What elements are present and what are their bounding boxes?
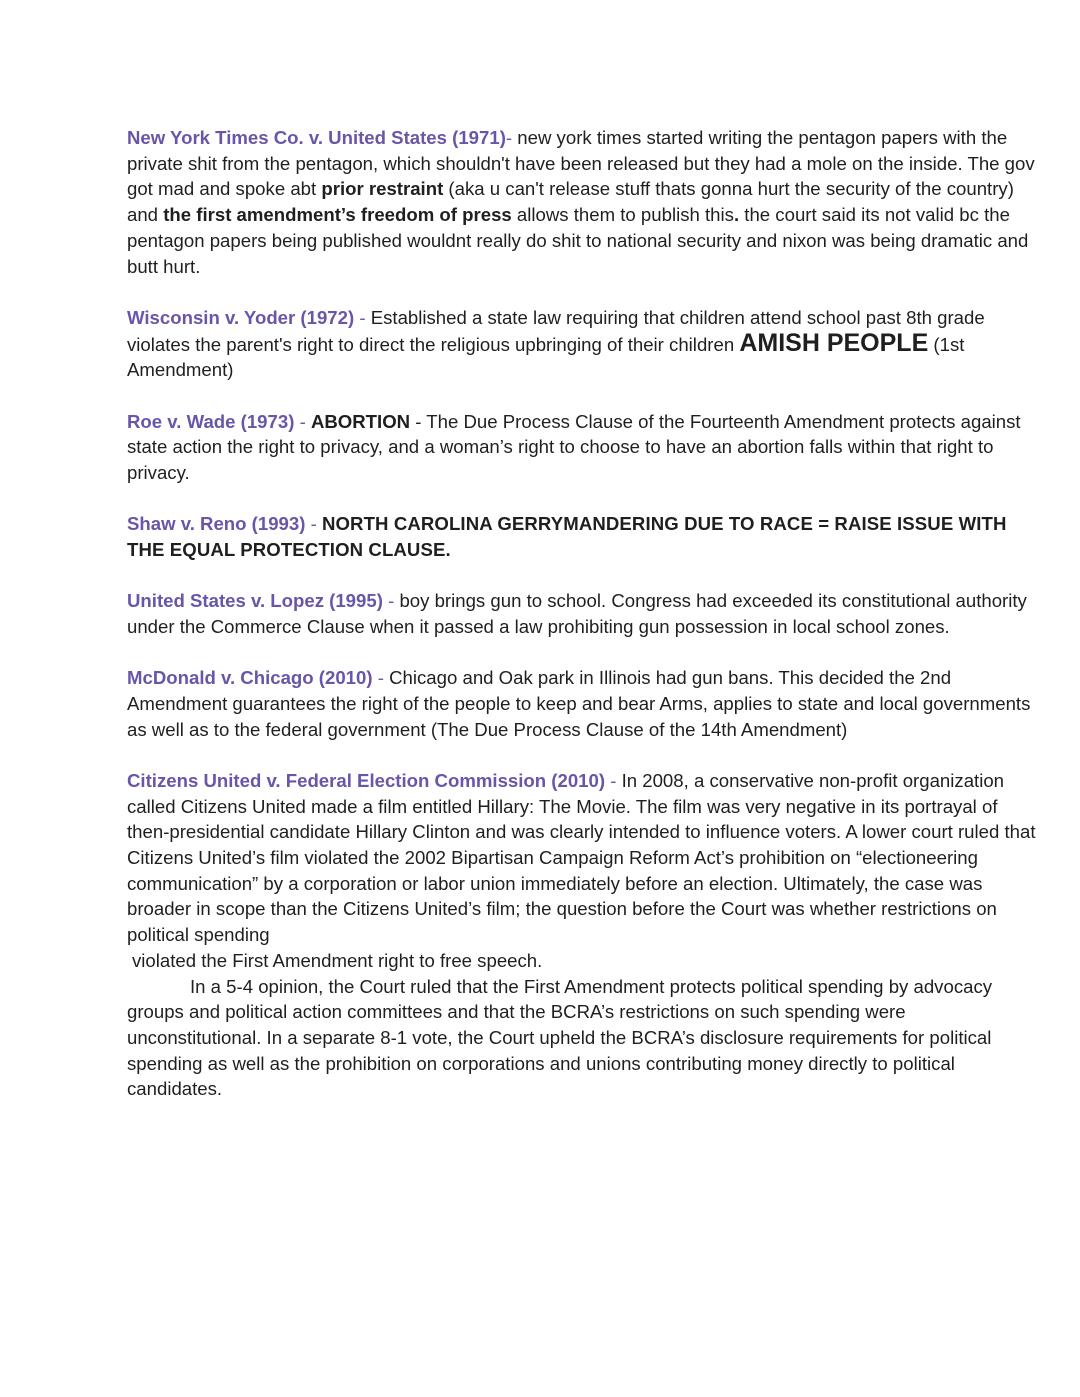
case-text: (aka u can't release stuff thats gonna hurt the security of the country) and (127, 178, 1014, 226)
case-entry-roe (127, 409, 1042, 486)
separator: - (294, 410, 311, 432)
case-text: allows them to publish this (511, 204, 734, 226)
key-term: NORTH CAROLINA GERRYMANDERING DUE TO RACE = RAISE ISSUE WITH THE EQUAL PROTECTION CLAUSE. (127, 513, 1007, 560)
key-term: ABORTION (310, 410, 411, 432)
separator: - (354, 306, 371, 328)
separator: - (372, 667, 390, 689)
separator: - (605, 769, 622, 791)
case-text: new york times (512, 127, 642, 148)
case-text: violated the First Amendment right to free speech. (132, 949, 543, 971)
case-title: New York Times Co. v. United States (1971) (127, 127, 506, 148)
key-term: . (733, 204, 740, 226)
case-text: (1st Amendment) (127, 333, 965, 381)
separator: - (505, 127, 513, 148)
case-title: McDonald v. Chicago (2010) (127, 667, 373, 689)
case-notes (127, 125, 1042, 1128)
case-entry-citizens (127, 768, 1042, 1102)
case-text: Established a state law requiring that children attend school past 8th grade violates the parent's right to direct the religious upbringing of their children (127, 306, 985, 355)
case-text: boy brings gun to school. Congress had exceeded its constitutional authority under the Commerce Clause when it passed a law prohibiting gun possession in local school zones. (127, 590, 1027, 637)
case-entry-lopez (127, 588, 1042, 639)
case-text: Chicago and Oak park in Illinois had gun bans. This decided the 2nd Amendment guarantees the right of the people to keep and bear Arms, applies to state and local governments as well as to the federal government (The Due Process Clause of the 14th Amendment) (127, 667, 1031, 740)
case-ruling-paragraph: In a 5-4 opinion, the Court ruled that the First Amendment protects political spending by advocacy groups and political action committees and that the BCRA’s restrictions on such spending were unconstitutional. In a separate 8-1 vote, the Court upheld the BCRA’s disclosure requirements for political spending as well as the prohibition on corporations and unions contributing money directly to political candidates. (127, 975, 993, 1100)
case-text: the court said its not valid bc the pentagon papers being published wouldnt really do shit to national security and nixon was being dramatic and butt hurt. (127, 204, 1029, 277)
case-entry-yoder (127, 305, 1042, 383)
separator: - (305, 513, 322, 535)
case-text: started writing the pentagon papers with the private shit from the pentagon, which shouldn't have been released but they had a mole on the inside. The gov got mad and spoke abt (127, 127, 1035, 200)
case-title: Roe v. Wade (1973) (127, 410, 295, 432)
case-entry-nyt (127, 125, 1042, 279)
separator: - (382, 590, 400, 612)
case-title: Shaw v. Reno (1993) (127, 513, 306, 535)
key-term: the first amendment’s freedom of press (163, 204, 512, 226)
case-text: In 2008, a conservative non-profit organization called Citizens United made a film entitled Hillary: The Movie. The film was very negative in its portrayal of then-presidential candidate Hillary Clinton and was clearly intended to influence voters. A lower court ruled that Citizens United’s film violated the 2002 Bipartisan Campaign Reform Act’s prohibition on “electioneering communication” by a corporation or labor union immediately before an election. Ultimately, the case was broader in scope than the Citizens United’s film; the question before the Court was whether restrictions on political spending (127, 769, 1036, 946)
case-title: Wisconsin v. Yoder (1972) (127, 306, 355, 328)
case-entry-mcdonald (127, 665, 1042, 742)
case-title: United States v. Lopez (1995) (127, 590, 383, 612)
case-title: Citizens United v. Federal Election Commission (2010) (127, 769, 606, 791)
key-term: prior restraint (321, 178, 444, 200)
case-text: - The Due Process Clause of the Fourteenth Amendment protects against state action the right to privacy, and a woman’s right to choose to have an abortion falls within that right to privacy. (127, 410, 1021, 483)
case-entry-shaw (127, 511, 1042, 562)
key-term: AMISH PEOPLE (739, 328, 929, 357)
